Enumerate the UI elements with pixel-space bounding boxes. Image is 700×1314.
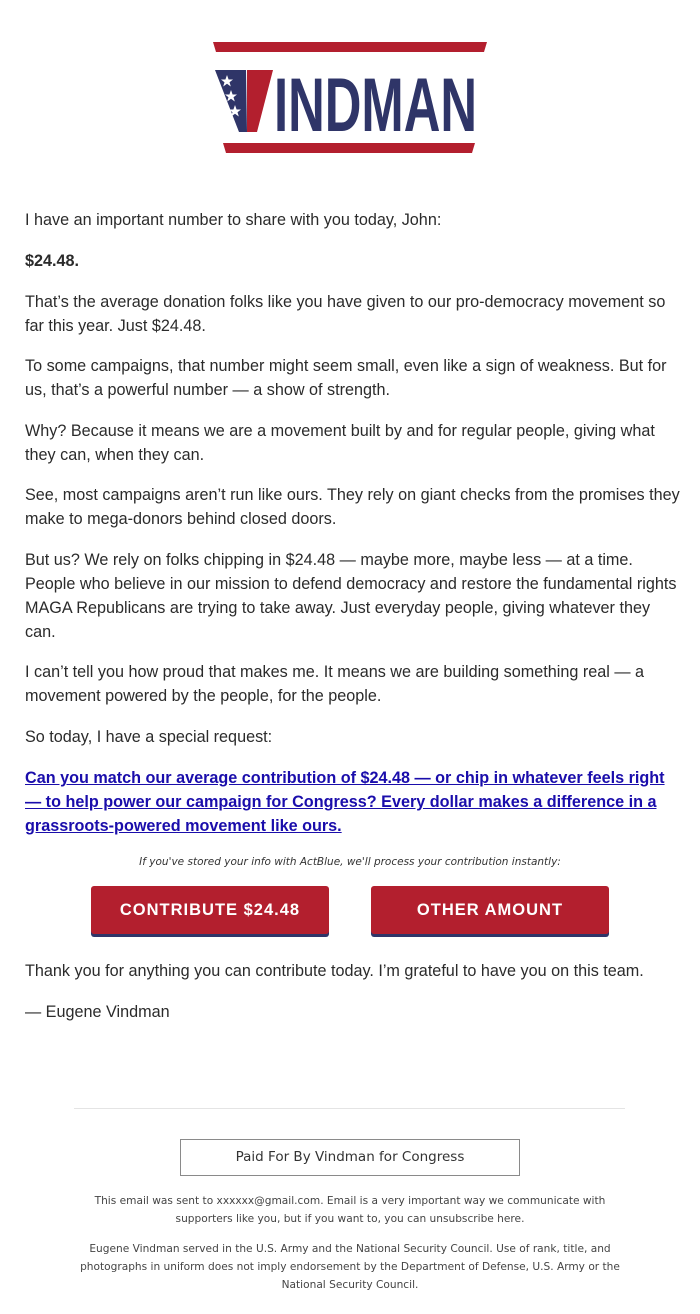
paragraph-2: To some campaigns, that number might seem small, even like a sign of weakness. But for us, that’s a powerful number — a show of strength. xyxy=(25,357,667,399)
amount-line: $24.48. xyxy=(25,252,80,270)
other-amount-button[interactable]: OTHER AMOUNT xyxy=(371,886,609,934)
footer-divider xyxy=(74,1108,625,1109)
cta-paragraph xyxy=(25,766,680,838)
paragraph-4: See, most campaigns aren’t run like ours. They rely on giant checks from the promises they make to mega-donors behind closed doors. xyxy=(25,486,680,528)
unsubscribe-link[interactable]: unsubscribe here xyxy=(429,1213,522,1225)
signoff: — Eugene Vindman xyxy=(25,1003,170,1021)
vindman-logo xyxy=(213,42,487,154)
sent-to-prefix: This email was sent to xyxy=(94,1195,217,1207)
paragraph-3: Why? Because it means we are a movement built by and for regular people, giving what they can, when they can. xyxy=(25,422,655,464)
greeting: I have an important number to share with you today, John: xyxy=(25,211,442,229)
paid-for-box: Paid For By Vindman for Congress xyxy=(180,1139,520,1176)
contribution-link[interactable]: Can you match our average contribution of $24.48 — or chip in whatever feels right — to help power our campaign for Congress? Every dollar makes a difference in a grassroots-powered movement like ours. xyxy=(25,769,665,835)
sent-to-suffix: . xyxy=(521,1213,525,1225)
footer-disclaimer: Eugene Vindman served in the U.S. Army and the National Security Council. Use of rank, title, and photographs in uniform does not imply endorsement by the Department of Defense, U.S. Army or the National Security Council. xyxy=(80,1243,620,1291)
logo-v-right xyxy=(247,70,273,132)
paragraph-5: But us? We rely on folks chipping in $24.48 — maybe more, maybe less — at a time. People who believe in our mission to defend democracy and restore the fundamental rights MAGA Republicans are trying to take away. Just everyday people, giving whatever they can. xyxy=(25,551,677,641)
recipient-email: xxxxxx@gmail.com xyxy=(216,1195,321,1207)
logo-v-left xyxy=(215,70,247,132)
paragraph-6: I can’t tell you how proud that makes me. It means we are building something real — a movement powered by the people, for the people. xyxy=(25,663,645,705)
sent-to-middle: . Email is a very important way we communicate with supporters like you, but if you want to, you can xyxy=(175,1195,606,1225)
actblue-note: If you've stored your info with ActBlue, we'll process your contribution instantly: xyxy=(139,856,561,868)
paragraph-1: That’s the average donation folks like you have given to our pro-democracy movement so far this year. Just $24.48. xyxy=(25,293,666,335)
logo-top-stripe xyxy=(213,42,487,52)
logo-wordmark: INDMAN xyxy=(274,63,477,148)
footer-sent-to xyxy=(80,1192,620,1228)
paragraph-7: So today, I have a special request: xyxy=(25,728,273,746)
thanks-paragraph: Thank you for anything you can contribute today. I’m grateful to have you on this team. xyxy=(25,962,644,980)
contribute-button[interactable]: CONTRIBUTE $24.48 xyxy=(91,886,329,934)
